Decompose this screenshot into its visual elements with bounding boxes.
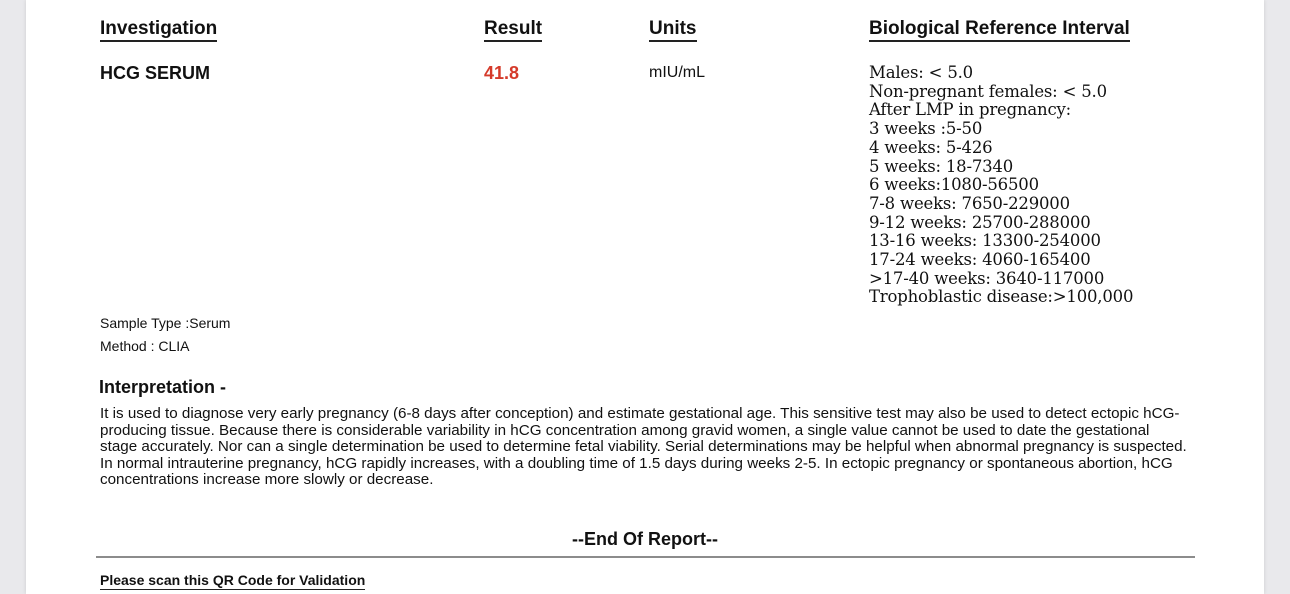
header-units: Units [649, 19, 697, 42]
header-investigation: Investigation [100, 19, 217, 42]
reference-line: 3 weeks :5-50 [869, 119, 983, 139]
units-value: mIU/mL [649, 64, 705, 81]
investigation-name: HCG SERUM [100, 63, 211, 83]
reference-line: 5 weeks: 18-7340 [869, 156, 1014, 176]
qr-validation-note: Please scan this QR Code for Validation [100, 572, 366, 588]
interpretation-heading: Interpretation - [99, 377, 227, 397]
reference-line: 17-24 weeks: 4060-165400 [869, 250, 1091, 270]
reference-line: Males: < 5.0 [869, 63, 973, 82]
reference-line: 9-12 weeks: 25700-288000 [869, 212, 1091, 232]
reference-line: 4 weeks: 5-426 [869, 137, 993, 157]
report-page [26, 0, 1264, 594]
sample-type: Sample Type :Serum [100, 315, 231, 331]
reference-line: After LMP in pregnancy: [869, 100, 1071, 120]
header-reference-interval: Biological Reference Interval [869, 19, 1130, 42]
reference-line: >17-40 weeks: 3640-117000 [869, 268, 1105, 288]
divider [96, 556, 1195, 558]
reference-line: 13-16 weeks: 13300-254000 [869, 231, 1101, 251]
interpretation-text: It is used to diagnose very early pregnancy (6-8 days after conception) and estimate gestational age. This sensitive test may also be used to detect ectopic hCG-producing tissue. Because there is considerable variability in hCG concentration among gravid women, a single value cannot be used to date the gestational stage accurately. Nor can a single determination be used to determine fetal viability. Serial determinations may be helpful when abnormal pregnancy is suspected. In normal intrauterine pregnancy, hCG rapidly increases, with a doubling time of 1.5 days during weeks 2-5. In ectopic pregnancy or spontaneous abortion, hCG concentrations increase more slowly or decrease. [100, 405, 1187, 489]
reference-line: Non-pregnant females: < 5.0 [869, 81, 1107, 101]
reference-line: 6 weeks:1080-56500 [869, 175, 1039, 195]
reference-line: Trophoblastic disease:>100,000 [869, 287, 1134, 307]
result-value: 41.8 [484, 63, 520, 83]
method: Method : CLIA [100, 338, 190, 354]
reference-interval-list [869, 64, 1133, 307]
reference-line: 7-8 weeks: 7650-229000 [869, 193, 1070, 213]
end-of-report: --End Of Report-- [572, 529, 718, 549]
header-result: Result [484, 19, 542, 42]
